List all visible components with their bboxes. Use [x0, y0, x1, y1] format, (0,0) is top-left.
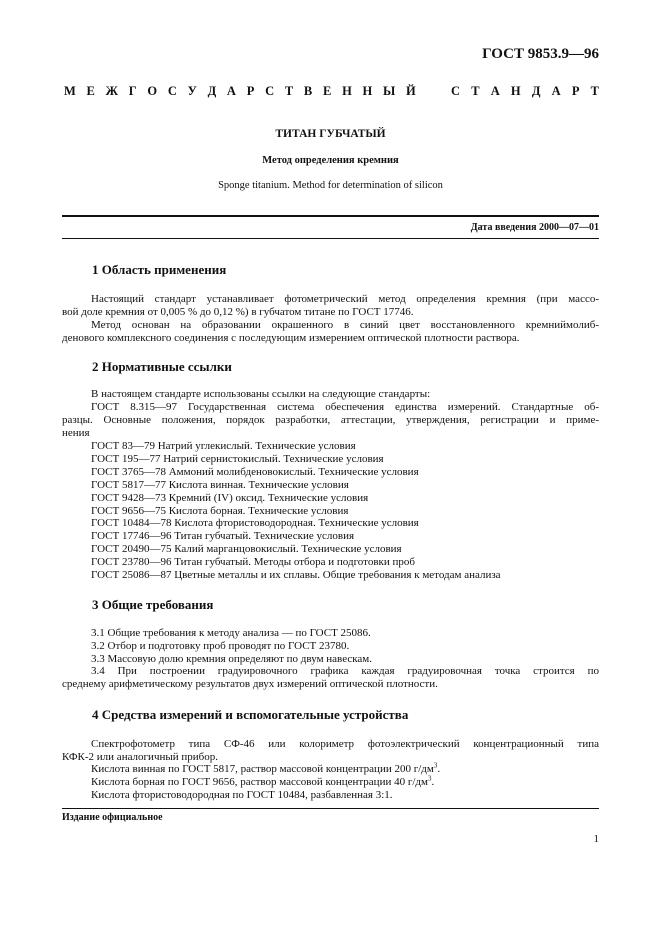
section-4-heading: 4 Средства измерений и вспомогательные устройства: [92, 707, 409, 722]
reference-item: ГОСТ 5817—77 Кислота винная. Технические условия: [91, 478, 349, 491]
section-1-paragraph-2: [62, 319, 599, 345]
section-3-heading: 3 Общие требования: [92, 597, 214, 612]
ref-first-line-1: ГОСТ 8.315—97 Государственная система обеспечения единства измерений. Стандартные об-: [91, 401, 599, 413]
boric-text: Кислота борная по ГОСТ 9656, раствор массовой концентрации 40 г/дм: [91, 776, 428, 788]
banner-word-1: С Т А Н Д А Р Т: [451, 84, 599, 98]
period: .: [437, 763, 441, 775]
official-edition-label: Издание официальное: [62, 812, 163, 823]
s3-4-line-1: 3.4 При построении градуировочного графика каждая градуировочная точка строится по: [91, 665, 599, 677]
document-english-title: Sponge titanium. Method for determination of silicon: [218, 180, 443, 191]
s3-4-line-2: среднему арифметическому результатов двух измерений оптической плотности.: [62, 678, 438, 690]
superscript-3: 3: [427, 774, 432, 783]
ref-first-line-2: разцы. Основные положения, порядок разработки, аттестации, утверждения, регистрации и приме-: [62, 414, 599, 426]
superscript-3: 3: [433, 761, 438, 770]
divider-top: [62, 215, 599, 217]
section-1-paragraph-1: [62, 293, 599, 319]
reference-item: ГОСТ 9428—73 Кремний (IV) оксид. Технические условия: [91, 491, 369, 504]
section-4-paragraph-1: [62, 738, 599, 764]
reference-item: ГОСТ 25086—87 Цветные металлы и их сплавы. Общие требования к методам анализа: [91, 569, 501, 581]
section-3-item: 3.1 Общие требования к методу анализа — по ГОСТ 25086.: [91, 627, 371, 639]
reference-item: ГОСТ 9656—75 Кислота борная. Технические условия: [91, 504, 349, 517]
introduction-date: Дата введения 2000—07—01: [470, 222, 599, 233]
s1p1-line-1: Настоящий стандарт устанавливает фотометрический метод определения кремния (при массо-: [91, 293, 599, 305]
reference-item: ГОСТ 10484—78 Кислота фтористоводородная. Технические условия: [91, 517, 419, 530]
document-subtitle: Метод определения кремния: [262, 155, 399, 166]
section-4-boric-acid: [91, 776, 434, 789]
reference-item: ГОСТ 3765—78 Аммоний молибденовокислый. Технические условия: [91, 465, 419, 478]
section-3-item-4: [62, 665, 599, 691]
reference-item: ГОСТ 17746—96 Титан губчатый. Технические условия: [91, 530, 355, 543]
interstate-standard-banner: [64, 84, 599, 99]
divider-footer: [62, 808, 599, 809]
reference-item: ГОСТ 23780—96 Титан губчатый. Методы отбора и подготовки проб: [91, 556, 415, 569]
s4p1-line-1: Спектрофотометр типа СФ-46 или колориметр фотоэлектрический концентрационный типа: [91, 738, 599, 750]
banner-word-0: М Е Ж Г О С У Д А Р С Т В Е Н Н Ы Й: [64, 84, 416, 98]
section-2-intro: В настоящем стандарте использованы ссылки на следующие стандарты:: [91, 388, 431, 400]
reference-gost-8-315: [62, 401, 599, 440]
s1p2-line-2: денового комплексного соединения с последующим измерением оптической плотности раствора.: [62, 332, 520, 344]
s1p2-line-1: Метод основан на образовании окрашенного в синий цвет восстановленного кремниймолиб-: [91, 319, 599, 331]
section-2-heading: 2 Нормативные ссылки: [92, 359, 232, 374]
reference-item: ГОСТ 195—77 Натрий сернистокислый. Технические условия: [91, 452, 384, 465]
section-4-tartaric-acid: [91, 763, 440, 776]
s4p1-line-2: КФК-2 или аналогичный прибор.: [62, 751, 219, 763]
tartaric-text: Кислота винная по ГОСТ 5817, раствор массовой концентрации 200 г/дм: [91, 763, 434, 775]
document-title: ТИТАН ГУБЧАТЫЙ: [275, 128, 386, 140]
period: .: [431, 776, 435, 788]
divider-date: [62, 238, 599, 239]
reference-item: ГОСТ 20490—75 Калий марганцовокислый. Технические условия: [91, 543, 402, 556]
section-4-hydrofluoric-acid: Кислота фтористоводородная по ГОСТ 10484, разбавленная 3:1.: [91, 789, 393, 801]
s1p1-line-2: вой доле кремния от 0,005 % до 0,12 %) в губчатом титане по ГОСТ 17746.: [62, 306, 414, 318]
document-code: ГОСТ 9853.9—96: [482, 46, 599, 62]
ref-first-line-3: нения: [62, 427, 90, 439]
section-1-heading: 1 Область применения: [92, 262, 227, 277]
reference-item: ГОСТ 83—79 Натрий углекислый. Технические условия: [91, 440, 356, 452]
section-3-item: 3.2 Отбор и подготовку проб проводят по ГОСТ 23780.: [91, 640, 350, 652]
page-number: 1: [593, 833, 599, 845]
section-3-item: 3.3 Массовую долю кремния определяют по двум навескам.: [91, 653, 372, 665]
